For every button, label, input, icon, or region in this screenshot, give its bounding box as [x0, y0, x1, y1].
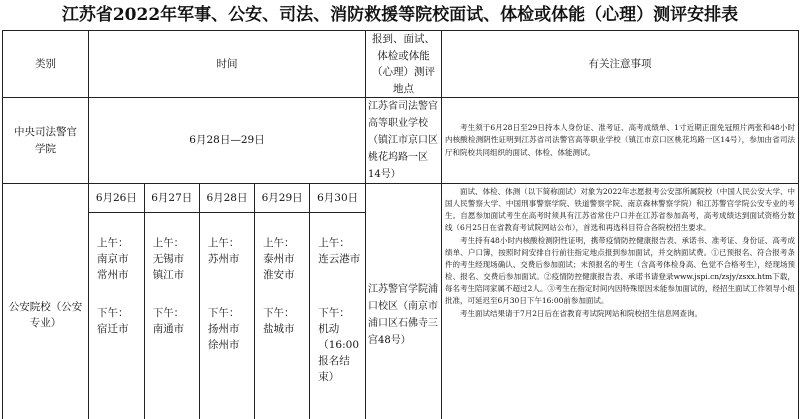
document-title: 江苏省2022年军事、公安、司法、消防救援等院校面试、体检或体能（心理）测评安排表	[61, 5, 739, 25]
day-0627-pm: 南通市	[152, 322, 185, 335]
judicial-notes-text: 考生须于6月28日至29日持本人身份证、准考证、高考成绩单、1寸近期正面免冠照片两张和48小时内核酸检测阴性证明到江苏省司法警官高等职业学校（镇江市京口区桃花坞路一区14号），参加由省司法厅和院校共同组织的面试、体检、体能测试。	[445, 123, 795, 157]
day-0627-am-label: 上午：	[152, 236, 185, 249]
police-notes-p2: 考生持有48小时内核酸检测阴性证明，携带疫情防控健康报告表、承诺书、准考证、身份证、高考成绩单、户口簿，按照时间安排自行前往指定地点报到参加面试，并交纳面试费。①已预报名、符合报考条件的考生经现场确认、交费后参加面试；未预报名的考生（含高考体检身高、色觉不合格考生），经现场预检、报名、交费后参加面试。②疫情防控健康报告表、承诺书请登录www.jspi.cn/zsjy/zsxx.htm下载，每名考生陪同家属不超过2人。③考生在指定时间内因特殊原因未能参加面试的，经招生面试工作领导小组批准，可延迟至6月30日下午16:00前参加面试。	[445, 235, 795, 306]
day-0626-am: 南京市 常州市	[97, 252, 129, 281]
police-notes	[442, 184, 799, 419]
day-0628-pm-label: 下午：	[207, 306, 240, 319]
day-0628-pm: 扬州市 徐州市	[207, 322, 240, 351]
row-judicial	[3, 98, 799, 184]
day-0630-am: 连云港市	[318, 252, 361, 265]
date-0626: 6月26日	[89, 184, 144, 212]
header-category: 类别	[3, 31, 89, 98]
day-0629-am-label: 上午：	[263, 236, 295, 249]
header-location: 报到、面试、体检或体能（心理）测评地点	[366, 31, 442, 98]
date-0629: 6月29日	[255, 184, 310, 212]
police-date-row	[89, 184, 365, 212]
header-time: 时间	[89, 31, 366, 98]
judicial-time: 6月28日—29日	[89, 98, 366, 184]
police-location: 江苏警官学院浦口校区（南京市浦口区石佛寺三宫48号）	[366, 184, 442, 419]
day-0627-am: 无锡市 镇江市	[152, 252, 185, 281]
day-0630-am-label: 上午：	[318, 236, 350, 249]
day-0630-pm-label: 下午：	[318, 306, 350, 319]
day-0628-am-label: 上午：	[207, 236, 240, 249]
judicial-location: 江苏省司法警官高等职业学校（镇江市京口区桃花坞路一区14号）	[366, 98, 442, 184]
police-notes-p3: 考生面试结果请于7月2日后在省教育考试院网站和院校招生信息网查询。	[460, 308, 703, 318]
day-0629-cities	[255, 212, 310, 419]
police-day-table	[89, 184, 365, 419]
day-0628-cities	[199, 212, 254, 419]
police-notes-p1: 面试、体检、体测（以下简称面试）对象为2022年志愿报考公安部所属院校（中国人民公安大学、中国人民警察大学、中国刑事警察学院、铁道警察学院、南京森林警察学院）和江苏警官学院公安专业的考生。自愿参加面试考生在高考时须具有江苏省常住户口并在江苏省参加高考，高考成绩达到面试资格分数线（6月25日在省教育考试院网站公布），首选和再选科目符合各院校招生要求。	[445, 187, 795, 233]
schedule-table	[2, 30, 799, 419]
day-0630-cities	[310, 212, 365, 419]
day-0629-pm-label: 下午：	[263, 306, 295, 319]
day-0628-am: 苏州市	[207, 252, 240, 265]
police-city-row	[89, 212, 365, 419]
day-0626-am-label: 上午：	[97, 236, 129, 249]
judicial-category: 中央司法警官学院	[3, 98, 89, 184]
day-0626-pm-label: 下午：	[97, 306, 129, 319]
judicial-notes	[442, 98, 799, 184]
day-0629-pm: 盐城市	[263, 322, 295, 335]
day-0627-pm-label: 下午：	[152, 306, 185, 319]
day-0630-pm: 机动（16:00报名结束）	[318, 322, 360, 383]
day-0626-pm: 宿迁市	[97, 322, 129, 335]
day-0629-am: 泰州市 淮安市	[263, 252, 295, 281]
date-0627: 6月27日	[144, 184, 199, 212]
day-0626-cities	[89, 212, 144, 419]
police-time	[89, 184, 366, 419]
header-row	[3, 31, 799, 98]
date-0628: 6月28日	[199, 184, 254, 212]
row-police	[3, 184, 799, 419]
header-notes: 有关注意事项	[442, 31, 799, 98]
police-category: 公安院校（公安专业）	[3, 184, 89, 419]
day-0627-cities	[144, 212, 199, 419]
date-0630: 6月30日	[310, 184, 365, 212]
